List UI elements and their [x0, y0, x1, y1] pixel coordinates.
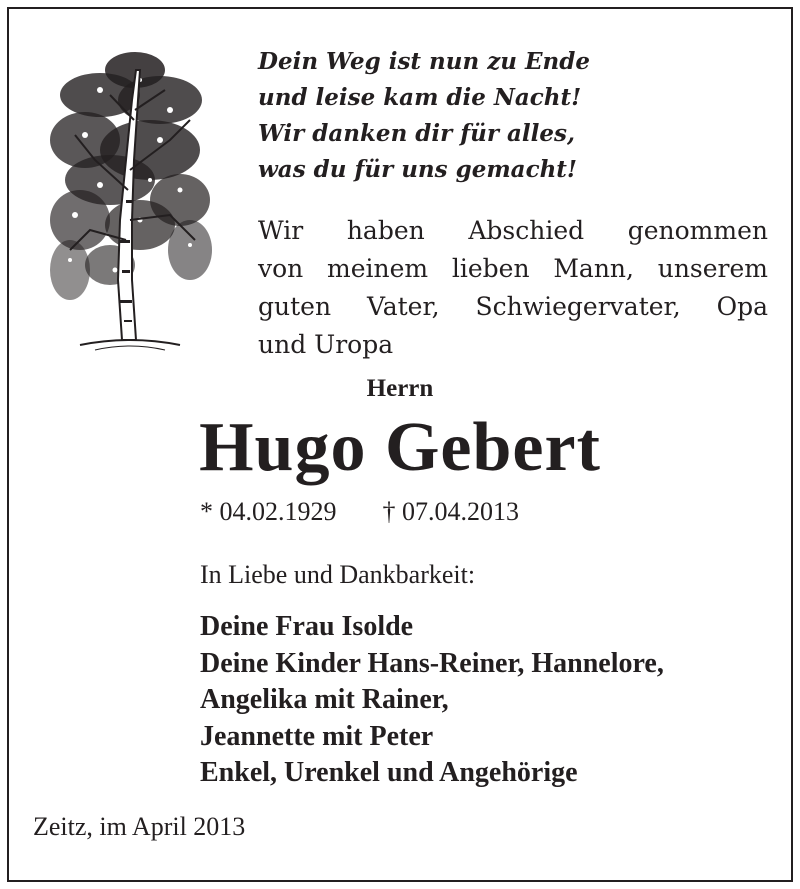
intro-line: und Uropa: [258, 330, 394, 359]
intro-line: von meinem lieben Mann, unserem: [258, 254, 768, 283]
mourner-line: Deine Frau Isolde: [200, 611, 414, 642]
place-date: Zeitz, im April 2013: [33, 812, 246, 841]
poem-line: was du für uns gemacht!: [258, 156, 578, 183]
mourner-line: Enkel, Urenkel und Angehörige: [200, 757, 578, 788]
poem-verse: [258, 44, 778, 188]
birch-tree-icon: [40, 40, 220, 355]
poem-line: Wir danken dir für alles,: [258, 120, 575, 147]
mourner-line: Jeannette mit Peter: [200, 720, 434, 752]
death-date: † 07.04.2013: [382, 497, 519, 526]
poem-line: und leise kam die Nacht!: [258, 84, 582, 111]
thanks-line: In Liebe und Dankbarkeit:: [200, 560, 476, 589]
intro-line: Wir haben Abschied genommen: [258, 216, 768, 245]
salutation: Herrn: [366, 375, 434, 402]
deceased-name: Hugo Gebert: [199, 409, 601, 486]
intro-paragraph: [258, 212, 768, 364]
birth-date: * 04.02.1929: [200, 497, 337, 526]
intro-line: guten Vater, Schwiegervater, Opa: [258, 292, 768, 321]
poem-line: Dein Weg ist nun zu Ende: [258, 48, 590, 75]
mourner-line: Deine Kinder Hans-Reiner, Hannelore,: [200, 647, 664, 679]
mourner-line: Angelika mit Rainer,: [200, 684, 449, 715]
life-dates: [200, 497, 519, 527]
mourners-list: [200, 609, 664, 792]
